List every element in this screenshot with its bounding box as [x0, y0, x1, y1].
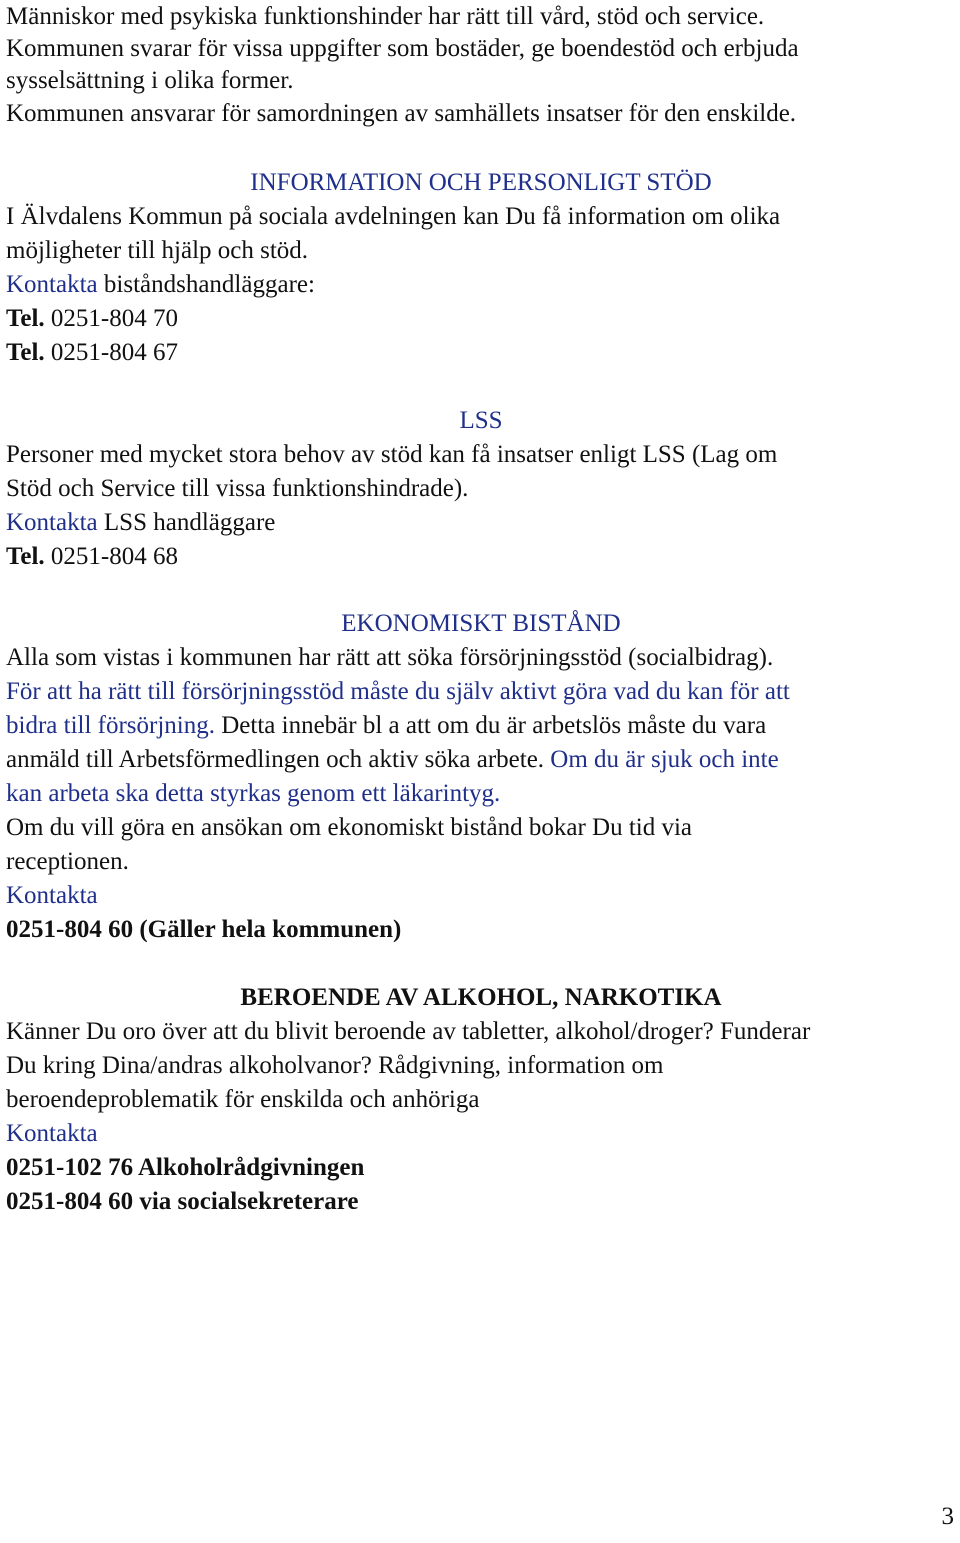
info-tel-label-1: Tel. [6, 305, 45, 332]
ekonomi-line-3-a: bidra till försörjning. [6, 712, 215, 739]
beroende-contact-2: 0251-804 60 via socialsekreterare [6, 1188, 359, 1215]
beroende-contact-1: 0251-102 76 Alkoholrådgivningen [6, 1154, 365, 1181]
ekonomi-contact-label: Kontakta [6, 882, 98, 909]
ekonomi-line-1: Alla som vistas i kommunen har rätt att söka försörjningsstöd (socialbidrag). [6, 644, 774, 671]
lss-phone [6, 540, 178, 574]
intro-line-4: Kommunen ansvarar för samordningen av samhällets insatser för den enskilde. [6, 100, 797, 127]
beroende-contact-label: Kontakta [6, 1120, 98, 1147]
lss-line-1: Personer med mycket stora behov av stöd kan få insatser enligt LSS (Lag om [6, 441, 778, 468]
ekonomi-line-4-b: Om du är sjuk och inte [544, 746, 779, 773]
lss-line-2: Stöd och Service till vissa funktionshindrade). [6, 475, 469, 502]
ekonomi-line-2: För att ha rätt till försörjningsstöd måste du själv aktivt göra vad du kan för att [6, 678, 790, 705]
lss-contact-role: LSS handläggare [97, 509, 276, 536]
info-phone-number-1: 0251-804 70 [44, 305, 178, 332]
lss-tel-label: Tel. [6, 543, 45, 570]
ekonomi-line-4 [6, 743, 779, 777]
info-heading: INFORMATION OCH PERSONLIGT STÖD [250, 169, 712, 196]
info-contact-role: biståndshandläggare: [97, 271, 315, 298]
ekonomi-heading: EKONOMISKT BISTÅND [341, 610, 621, 637]
info-phone-1 [6, 302, 178, 336]
ekonomi-contact-phone: 0251-804 60 (Gäller hela kommunen) [6, 916, 402, 943]
ekonomi-line-3-b: Detta innebär bl a att om du är arbetslös måste du vara [215, 712, 767, 739]
beroende-line-1: Känner Du oro över att du blivit beroende av tabletter, alkohol/droger? Funderar [6, 1018, 811, 1045]
info-phone-2 [6, 336, 178, 370]
page-number: 3 [941, 1503, 954, 1530]
beroende-heading: BEROENDE AV ALKOHOL, NARKOTIKA [240, 984, 722, 1011]
lss-phone-number: 0251-804 68 [44, 543, 178, 570]
intro-line-1: Människor med psykiska funktionshinder har rätt till vård, stöd och service. [6, 3, 765, 30]
info-line-2: möjligheter till hjälp och stöd. [6, 237, 309, 264]
ekonomi-line-7: receptionen. [6, 848, 129, 875]
ekonomi-line-3 [6, 709, 766, 743]
info-contact [6, 268, 315, 302]
lss-contact [6, 506, 275, 540]
ekonomi-line-4-a: anmäld till Arbetsförmedlingen och aktiv söka arbete. [6, 746, 545, 773]
lss-heading: LSS [459, 407, 503, 434]
ekonomi-line-5: kan arbeta ska detta styrkas genom ett läkarintyg. [6, 780, 501, 807]
ekonomi-line-6: Om du vill göra en ansökan om ekonomiskt bistånd bokar Du tid via [6, 814, 693, 841]
intro-line-3: sysselsättning i olika former. [6, 67, 294, 94]
lss-contact-label: Kontakta [6, 509, 98, 536]
beroende-line-3: beroendeproblematik för enskilda och anhöriga [6, 1086, 480, 1113]
beroende-line-2: Du kring Dina/andras alkoholvanor? Rådgivning, information om [6, 1052, 664, 1079]
info-line-1: I Älvdalens Kommun på sociala avdelningen kan Du få information om olika [6, 203, 781, 230]
info-phone-number-2: 0251-804 67 [44, 339, 178, 366]
info-contact-label: Kontakta [6, 271, 98, 298]
intro-line-2: Kommunen svarar för vissa uppgifter som bostäder, ge boendestöd och erbjuda [6, 35, 799, 62]
info-tel-label-2: Tel. [6, 339, 45, 366]
